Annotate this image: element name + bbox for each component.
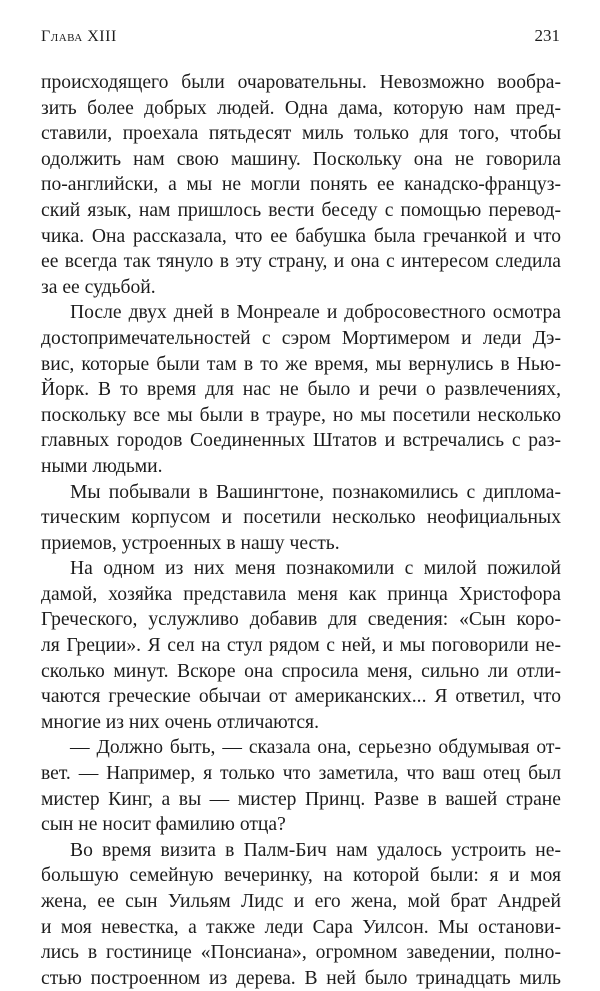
text-line: зить более добрых людей. Одна дама, которую нам пред-: [41, 97, 561, 119]
text-line: чика. Она рассказала, что ее бабушка была гречанкой и что: [41, 225, 561, 247]
text-line: ля Греции». Я сел на стул рядом с ней, и мы поговорили не-: [41, 635, 561, 657]
text-line: одолжить нам свою машину. Поскольку она не говорила: [41, 148, 561, 170]
text-line: и моя невестка, а также леди Сара Уилсон. Мы останови-: [41, 916, 561, 938]
text-line: приемов, устроенных в нашу честь.: [41, 532, 340, 554]
text-line: Греческого, услужливо добавив для сведения: «Сын коро-: [41, 609, 561, 631]
text-line: После двух дней в Монреале и добросовестного осмотра: [70, 302, 561, 324]
text-line: сколько минут. Вскоре она спросила меня, сильно ли отли-: [41, 660, 561, 682]
text-line: тическим корпусом и посетили несколько неофициальных: [41, 507, 561, 529]
text-line: ский язык, нам пришлось вести беседу с помощью перевод-: [41, 199, 561, 221]
text-line: — Должно быть, — сказала она, серьезно обдумывая от-: [70, 737, 561, 759]
text-line: поскольку все мы были в трауре, но мы посетили несколько: [41, 404, 561, 426]
text-line: за ее судьбой.: [41, 276, 156, 298]
page-header: [41, 26, 560, 50]
text-line: главных городов Соединенных Штатов и встречались с раз-: [41, 430, 561, 452]
text-line: жена, ее сын Уильям Лидс и его жена, мой брат Андрей: [41, 891, 561, 912]
text-line: Мы побывали в Вашингтоне, познакомились с диплома-: [70, 481, 561, 503]
text-line: чаются греческие обычаи от американских... Я ответил, что: [41, 686, 561, 708]
text-line: ставили, проехала пятьдесят миль только для того, чтобы: [41, 123, 561, 145]
text-line: На одном из них меня познакомили с милой пожилой: [70, 558, 561, 580]
running-head: Глава XIII: [41, 28, 117, 45]
text-line: вис, которые были там в то же время, мы вернулись в Нью-: [41, 353, 561, 375]
text-line: Йорк. В то время для нас не было и речи о развлечениях,: [41, 379, 561, 401]
text-line: стью построенном из дерева. В ней было тринадцать миль: [41, 967, 561, 989]
text-line: по-английски, а мы не могли понять ее канадско-француз-: [41, 174, 561, 196]
text-line: достопримечательностей с сэром Мортимером и леди Дэ-: [41, 327, 561, 349]
text-line: многие из них очень отличаются.: [41, 711, 319, 733]
text-line: большую семейную вечеринку, на которой были: я и моя: [41, 865, 561, 887]
text-line: сын не носит фамилию отца?: [41, 814, 286, 836]
text-line: лись в гостинице «Понсиана», огромном заведении, полно-: [41, 942, 561, 964]
text-line: ными людьми.: [41, 455, 163, 477]
text-line: мистер Кинг, а вы — мистер Принц. Разве в вашей стране: [41, 788, 561, 810]
page-number: 231: [534, 26, 560, 45]
text-line: происходящего были очаровательны. Невозможно вообра-: [41, 72, 561, 93]
text-line: дамой, хозяйка представила меня как принца Христофора: [41, 583, 561, 605]
text-line: Во время визита в Палм-Бич нам удалось устроить не-: [70, 839, 561, 861]
text-line: ее всегда так тянуло в эту страну, и она с интересом следила: [41, 251, 561, 273]
text-line: вет. — Например, я только что заметила, что ваш отец был: [41, 763, 561, 785]
body-text: [41, 70, 561, 991]
